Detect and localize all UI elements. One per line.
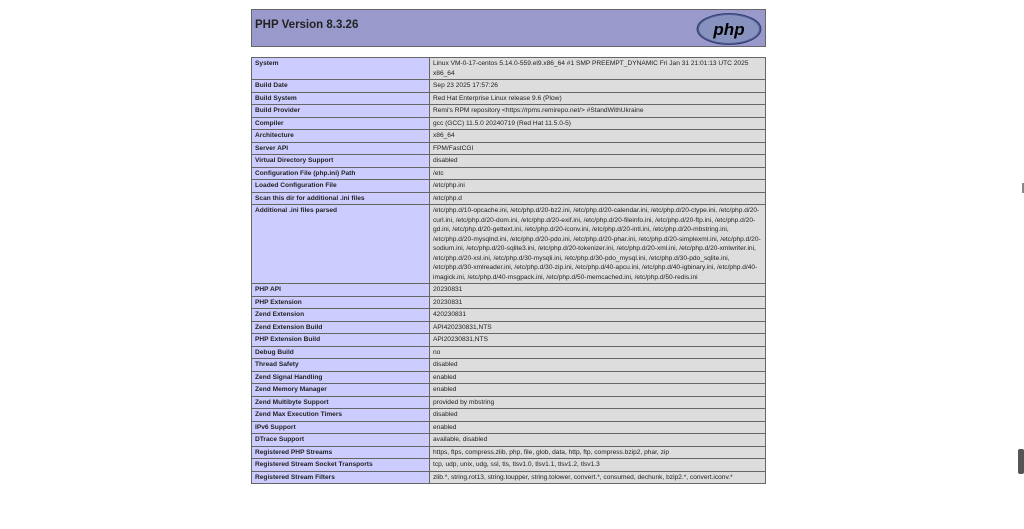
table-row [252, 346, 766, 359]
table-row [252, 334, 766, 347]
table-row [252, 180, 766, 193]
row-key: Zend Max Execution Timers [252, 409, 430, 422]
row-value: disabled [430, 409, 766, 422]
table-row [252, 284, 766, 297]
row-value: 20230831 [430, 296, 766, 309]
row-key: Configuration File (php.ini) Path [252, 167, 430, 180]
row-key: DTrace Support [252, 434, 430, 447]
row-value: /etc/php.d/10-opcache.ini, /etc/php.d/20-bz2.ini, /etc/php.d/20-calendar.ini, /etc/php.d/20-ctype.ini, /etc/php.d/20-curl.ini, /etc/php.d/20-dom.ini, /etc/php.d/20-exif.ini, /etc/php.d/20-fileinfo.ini, /etc/php.d/20-ftp.ini, /etc/php.d/20-gd.ini, /etc/php.d/20-gettext.ini, /etc/php.d/20-iconv.ini, /etc/php.d/20-intl.ini, /etc/php.d/20-mbstring.ini, /etc/php.d/20-mysqlnd.ini, /etc/php.d/20-pdo.ini, /etc/php.d/20-phar.ini, /etc/php.d/20-simplexml.ini, /etc/php.d/20-sodium.ini, /etc/php.d/20-sqlite3.ini, /etc/php.d/20-tokenizer.ini, /etc/php.d/20-xml.ini, /etc/php.d/20-xmlwriter.ini, /etc/php.d/20-xsl.ini, /etc/php.d/30-mysqli.ini, /etc/php.d/30-pdo_mysql.ini, /etc/php.d/30-pdo_sqlite.ini, /etc/php.d/30-xmlreader.ini, /etc/php.d/30-zip.ini, /etc/php.d/40-apcu.ini, /etc/php.d/40-igbinary.ini, /etc/php.d/40-imagick.ini, /etc/php.d/40-msgpack.ini, /etc/php.d/50-memcached.ini, /etc/php.d/50-redis.ini [430, 205, 766, 284]
row-key: Build Provider [252, 105, 430, 118]
row-key: Zend Multibyte Support [252, 396, 430, 409]
row-key: PHP Extension Build [252, 334, 430, 347]
scrollbar-thumb[interactable] [1018, 449, 1024, 474]
table-row [252, 117, 766, 130]
table-row [252, 92, 766, 105]
row-key: Additional .ini files parsed [252, 205, 430, 284]
row-key: Zend Memory Manager [252, 384, 430, 397]
row-value: disabled [430, 155, 766, 168]
row-value: Linux VM-0-17-centos 5.14.0-559.el9.x86_64 #1 SMP PREEMPT_DYNAMIC Fri Jan 31 21:01:13 UTC 2025 x86_64 [430, 58, 766, 80]
table-row [252, 167, 766, 180]
row-key: Zend Extension Build [252, 321, 430, 334]
phpinfo-container [251, 9, 766, 484]
row-key: Build Date [252, 80, 430, 93]
table-row [252, 409, 766, 422]
row-key: Zend Extension [252, 309, 430, 322]
table-row [252, 309, 766, 322]
version-header [251, 9, 766, 47]
table-row [252, 471, 766, 484]
row-key: Loaded Configuration File [252, 180, 430, 193]
php-logo[interactable] [696, 13, 762, 45]
row-key: Thread Safety [252, 359, 430, 372]
table-row [252, 58, 766, 80]
row-key: PHP Extension [252, 296, 430, 309]
row-value: available, disabled [430, 434, 766, 447]
row-value: /etc [430, 167, 766, 180]
row-value: disabled [430, 359, 766, 372]
row-key: Debug Build [252, 346, 430, 359]
table-row [252, 192, 766, 205]
table-row [252, 371, 766, 384]
table-row [252, 155, 766, 168]
php-logo-text: php [713, 20, 745, 39]
table-row [252, 459, 766, 472]
table-row [252, 105, 766, 118]
table-row [252, 434, 766, 447]
table-row [252, 359, 766, 372]
row-value: zlib.*, string.rot13, string.toupper, string.tolower, convert.*, consumed, dechunk, bzip2.*, convert.iconv.* [430, 471, 766, 484]
table-row [252, 80, 766, 93]
table-row [252, 321, 766, 334]
row-key: Scan this dir for additional .ini files [252, 192, 430, 205]
info-table [251, 57, 766, 484]
row-value: enabled [430, 384, 766, 397]
row-value: no [430, 346, 766, 359]
row-value: enabled [430, 371, 766, 384]
table-row [252, 421, 766, 434]
table-row [252, 205, 766, 284]
table-row [252, 446, 766, 459]
row-value: enabled [430, 421, 766, 434]
row-value: Sep 23 2025 17:57:26 [430, 80, 766, 93]
row-value: /etc/php.ini [430, 180, 766, 193]
row-value: FPM/FastCGI [430, 142, 766, 155]
row-key: Registered Stream Socket Transports [252, 459, 430, 472]
table-row [252, 130, 766, 143]
row-key: Registered Stream Filters [252, 471, 430, 484]
table-row [252, 142, 766, 155]
row-key: Compiler [252, 117, 430, 130]
row-value: /etc/php.d [430, 192, 766, 205]
row-value: Remi's RPM repository <https://rpms.remirepo.net/> #StandWithUkraine [430, 105, 766, 118]
row-value: 20230831 [430, 284, 766, 297]
table-row [252, 384, 766, 397]
row-value: 420230831 [430, 309, 766, 322]
row-key: IPv6 Support [252, 421, 430, 434]
row-key: Registered PHP Streams [252, 446, 430, 459]
row-value: x86_64 [430, 130, 766, 143]
row-key: System [252, 58, 430, 80]
row-value: provided by mbstring [430, 396, 766, 409]
row-key: Build System [252, 92, 430, 105]
page-title: PHP Version 8.3.26 [255, 19, 359, 31]
row-key: PHP API [252, 284, 430, 297]
row-key: Zend Signal Handling [252, 371, 430, 384]
row-key: Server API [252, 142, 430, 155]
row-value: https, ftps, compress.zlib, php, file, glob, data, http, ftp, compress.bzip2, phar, zip [430, 446, 766, 459]
row-key: Virtual Directory Support [252, 155, 430, 168]
table-row [252, 296, 766, 309]
row-key: Architecture [252, 130, 430, 143]
row-value: API20230831,NTS [430, 334, 766, 347]
row-value: tcp, udp, unix, udg, ssl, tls, tlsv1.0, tlsv1.1, tlsv1.2, tlsv1.3 [430, 459, 766, 472]
row-value: Red Hat Enterprise Linux release 9.6 (Plow) [430, 92, 766, 105]
row-value: gcc (GCC) 11.5.0 20240719 (Red Hat 11.5.0-5) [430, 117, 766, 130]
row-value: API420230831,NTS [430, 321, 766, 334]
table-row [252, 396, 766, 409]
